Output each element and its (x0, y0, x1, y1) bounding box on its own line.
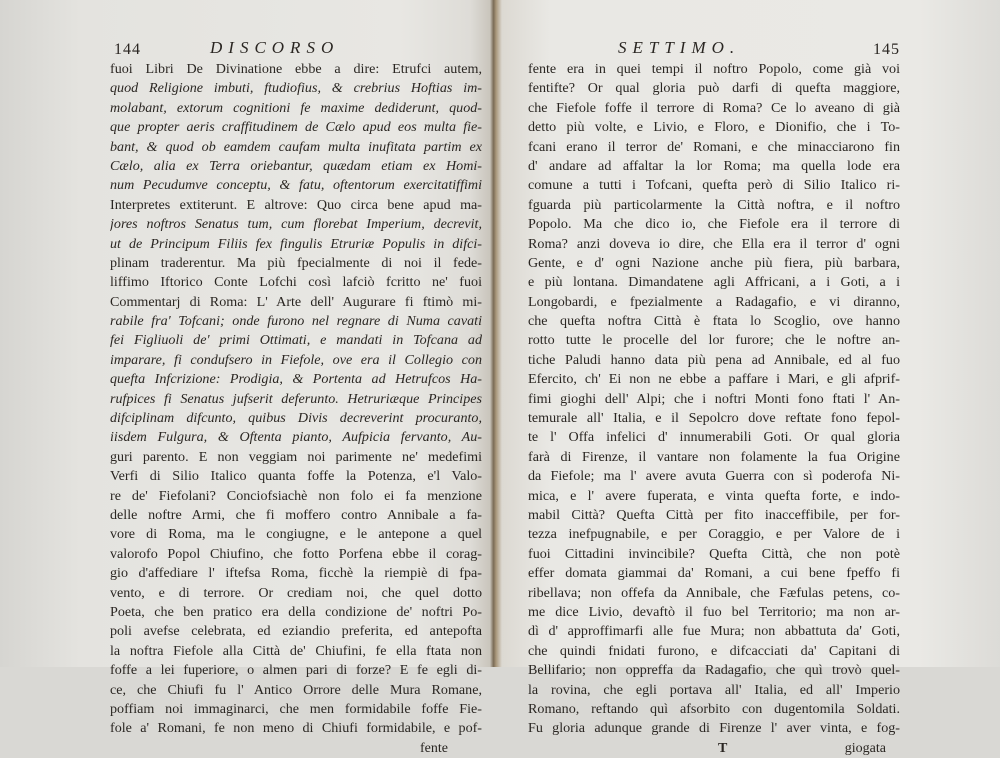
text-line: quod Religione imbuti, ftudiofius, & crebrius Hoftias im- (110, 80, 482, 97)
text-line: fentifte? Or qual gloria può darfi di quefta maggiore, (528, 80, 900, 97)
right-footer (528, 739, 900, 758)
catchword: giogata (844, 740, 886, 756)
text-line: valorofo Popol Chiufino, che fotto Porfena ebbe il corag- (110, 545, 482, 562)
right-running-head (528, 36, 900, 60)
text-line: Commentarj di Roma: L' Arte dell' Augurare fi ftimò mi- (110, 293, 482, 310)
text-line: che quindi fnidati furono, e difcacciati da' Capitani di (528, 642, 900, 659)
text-line: imparare, fi condufsero in Fiefole, ove era il Collegio con (110, 351, 482, 368)
text-line: que propter aeris craffitudinem de Cælo apud eos multa fie- (110, 119, 482, 136)
text-line: ce, che Chiufi fu l' Antico Orrore delle Mura Romane, (110, 681, 482, 698)
text-line: tiche Paludi hanno data più pena ad Annibale, ed al fuo (528, 351, 900, 368)
text-line: num Pecudumve conceptu, & fatu, oftentorum exercitatiffimi (110, 177, 482, 194)
text-line: Verfi di Silio Italico quanta foffe la Potenza, e'l Valo- (110, 468, 482, 485)
text-line: bant, & quod ob eamdem caufam multa inufitata partim ex (110, 138, 482, 155)
text-line: foffe a lei fuperiore, o almen pari di forze? E fe egli di- (110, 662, 482, 679)
text-line: fole a' Romani, fe non meno di Chiufi formidabile, e pof- (110, 720, 482, 737)
left-footer (110, 739, 482, 758)
text-line: Roma? anzi doveva io dire, che Ella era il terror d' ogni (528, 235, 900, 252)
text-line: d' andare ad affaltar la lor Roma; ma quella lode era (528, 157, 900, 174)
text-line: molabant, extorum cognitioni fe maxime dediderunt, quod- (110, 99, 482, 116)
text-line: jores noftros Senatus tum, cum florebat Imperium, decrevit, (110, 216, 482, 233)
text-line: Interpretes extiterunt. E altrove: Quo circa bene apud ma- (110, 196, 482, 213)
text-line: re de' Fiefolani? Conciofsiachè non folo ei fa menzione (110, 487, 482, 504)
text-line: rotto tutte le procelle del lor furore; che le noftre an- (528, 332, 900, 349)
left-running-head (110, 36, 482, 60)
signature-mark: T (718, 740, 728, 756)
text-line: Gente, e d' ogni Nazione anche più fiera, più barbara, (528, 254, 900, 271)
text-line: Efercito, ch' Ei non ne ebbe a paffare i Mari, e gli afprif- (528, 371, 900, 388)
text-line: fimi gioghi dell' Alpi; che i noftri Monti fono ftati l' An- (528, 390, 900, 407)
text-line: iisdem Fulgura, & Oftenta pianto, Aufpicia fervanto, Au- (110, 429, 482, 446)
text-line: Romano, reftando quì afsorbito con dugentomila Soldati. (528, 700, 900, 717)
text-line: Fu gloria adunque grande di Firenze l' aver vinta, e fog- (528, 720, 900, 737)
running-title: SETTIMO. (618, 38, 741, 57)
catchword: fente (420, 740, 448, 756)
text-line: la rovina, che egli portava all' Italia, ed all' Imperio (528, 681, 900, 698)
page-number: 145 (873, 41, 900, 58)
text-line: da Fiefole; ma l' avere avuta Guerra con sì poderofa Ni- (528, 468, 900, 485)
text-line: guri parento. E non veggiam noi parimente ne' medefimi (110, 448, 482, 465)
text-line: mica, e l' avere fuperata, e vinta quefta forte, e indo- (528, 487, 900, 504)
text-line: te l' Offa infelici d' innumerabili Goti. Or qual gloria (528, 429, 900, 446)
text-line: che quefta noftra Città è ftata lo Scoglio, ove hanno (528, 313, 900, 330)
left-page (110, 36, 482, 758)
text-line: Cælo, alia ex Terra oriebantur, quædam etiam ex Homi- (110, 157, 482, 174)
text-line: ut de Principum Filiis fex fingulis Etruriæ Populis in difci- (110, 235, 482, 252)
text-line: poli avefse celebrata, ed eziandio preferita, ed antepofta (110, 623, 482, 640)
text-line: dì d' approffimarfi alle fue Mura; non abbattuta da' Goti, (528, 623, 900, 640)
text-line: Longobardi, e fpezialmente a Radagafio, e vi diranno, (528, 293, 900, 310)
text-line: Popolo. Ma che dico io, che Fiefole era il terrore di (528, 216, 900, 233)
text-line: rabile fra' Tofcani; onde furono nel regnare di Numa cavati (110, 313, 482, 330)
text-line: delle noftre Armi, che fi moffero contro Annibale a fa- (110, 506, 482, 523)
text-line: fuoi Libri De Divinatione ebbe a dire: Etrufci autem, (110, 61, 482, 77)
text-line: tezza inefpugnabile, e per Coraggio, e per Valore de i (528, 526, 900, 543)
text-line: fuoi Cittadini invincibile? Quefta Città, che non potè (528, 545, 900, 562)
text-line: e più lontana. Dimandatene agli Affricani, a i Goti, a i (528, 274, 900, 291)
text-line: comune a tutti i Tofcani, quefta però di Silio Italico ri- (528, 177, 900, 194)
running-title: DISCORSO (210, 38, 340, 57)
text-line: plinam traderentur. Ma più fpecialmente di noi il fede- (110, 254, 482, 271)
text-line: rufpices fi Senatus jufserit deferunto. Hetruriæque Principes (110, 390, 482, 407)
text-line: me dice Livio, devaftò il fuo bel Territorio; ma non ar- (528, 603, 900, 620)
text-line: difciplinam difcunto, quibus Divis decreverint procuranto, (110, 410, 482, 427)
page-number: 144 (114, 41, 141, 58)
right-page (528, 36, 900, 758)
left-body-text (110, 60, 482, 739)
text-line: Bellifario; non oppreffa da Radagafio, che quì trovò quel- (528, 662, 900, 679)
text-line: detto più volte, e Livio, e Floro, e Dionifio, che i To- (528, 119, 900, 136)
text-line: gio d'affediare l' iftefsa Roma, ficchè la riempiè di fpa- (110, 565, 482, 582)
text-line: fente era in quei tempi il noftro Popolo, come già voi (528, 61, 900, 77)
text-line: quefta Infcrizione: Prodigia, & Portenta ad Hetrufcos Ha- (110, 371, 482, 388)
text-line: farà di Firenze, il vantare non folamente la fua Origine (528, 448, 900, 465)
text-line: poffiam noi immaginarci, che men formidabile foffe Fie- (110, 700, 482, 717)
text-line: la noftra Fiefole alla Città de' Chiufini, fe ella ftata non (110, 642, 482, 659)
text-line: che Fiefole foffe il terrore di Roma? Ce lo aveano di già (528, 99, 900, 116)
right-body-text (528, 60, 900, 739)
text-line: mabil Città? Quefta Città per fito inacceffibile, per for- (528, 506, 900, 523)
text-line: effer domata giammai da' Romani, a cui bene fpeffo fi (528, 565, 900, 582)
text-line: ribellava; non offefa da Annibale, che Fæfulas petens, co- (528, 584, 900, 601)
text-line: temurale all' Italia, e il Sepolcro dove reftate fono fepol- (528, 410, 900, 427)
text-line: fguarda più particolarmente la Città noftra, e il noftro (528, 196, 900, 213)
text-line: liffimo Iftorico Conte Lofchi così lafciò fcritto ne' fuoi (110, 274, 482, 291)
text-line: Poeta, che ben pratico era della condizione de' noftri Po- (110, 603, 482, 620)
text-line: vento, e di terrore. Or crediam noi, che quel dotto (110, 584, 482, 601)
text-line: fei Figliuoli de' primi Ottimati, e mandati in Tofcana ad (110, 332, 482, 349)
text-line: fcani erano il terror de' Romani, e che minacciarono fin (528, 138, 900, 155)
text-line: vore di Roma, ma le congiugne, e le antepone a quel (110, 526, 482, 543)
